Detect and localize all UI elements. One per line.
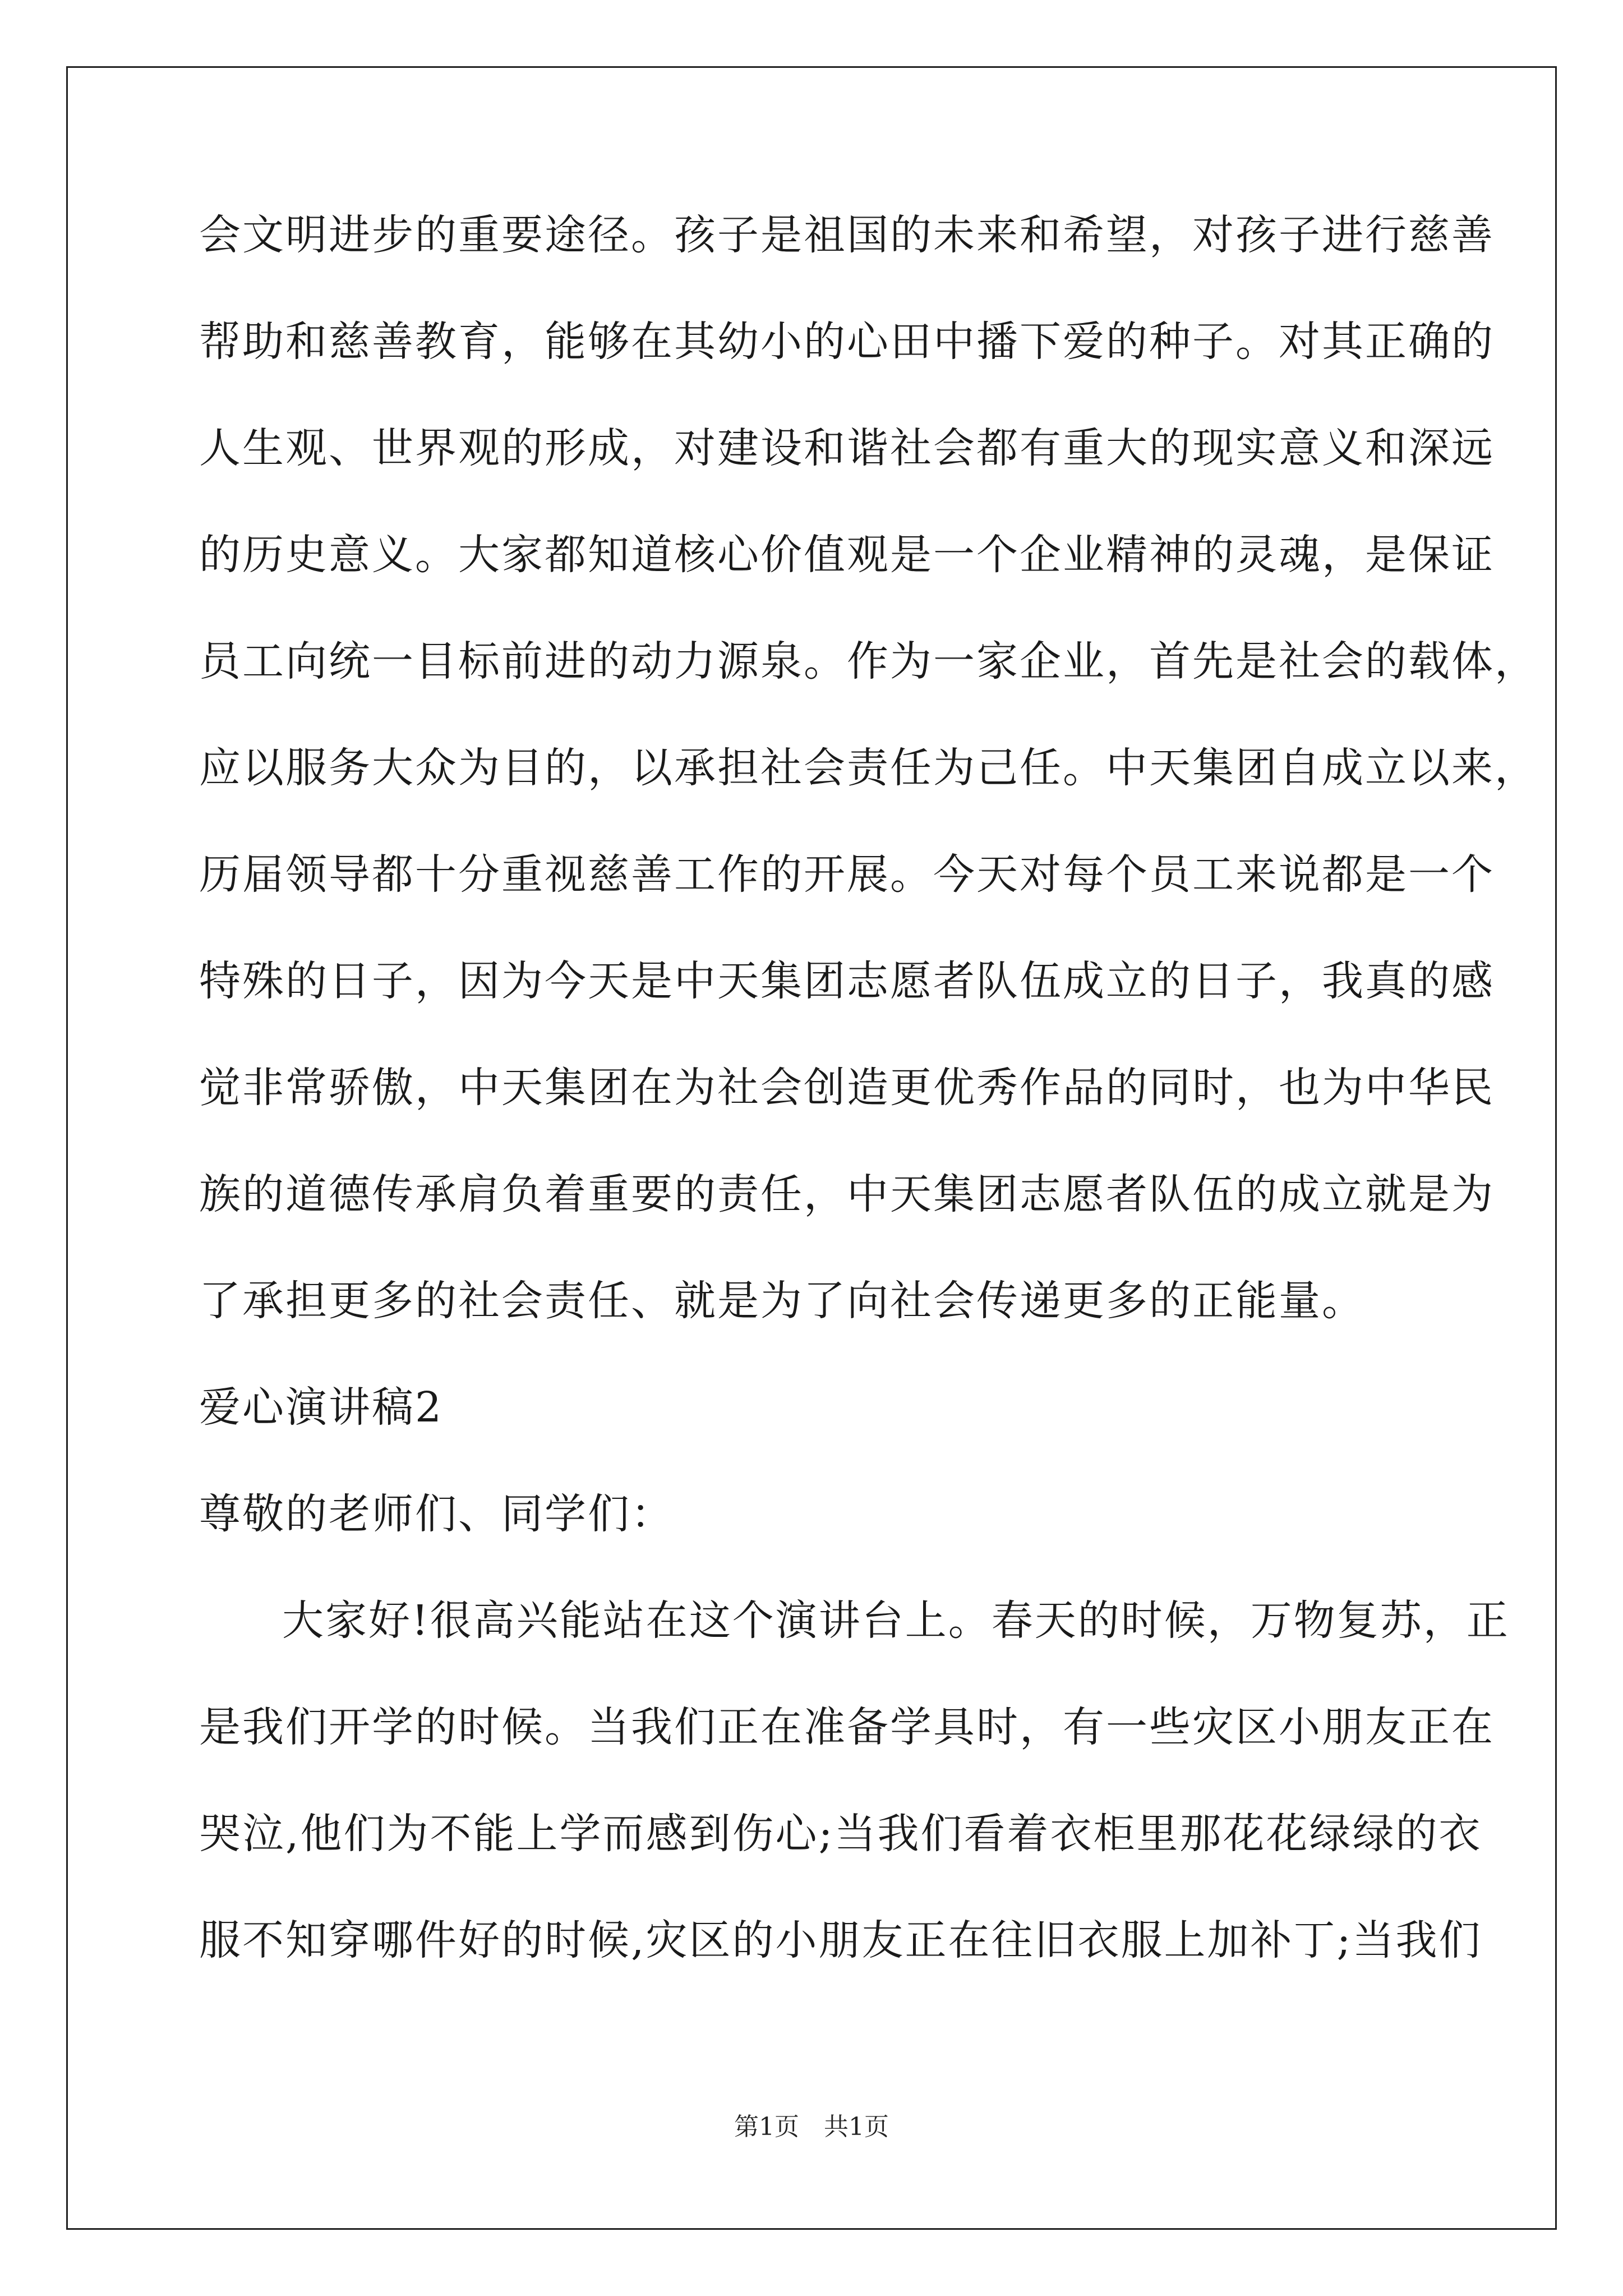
text-line: 帮助和慈善教育，能够在其幼小的心田中播下爱的种子。对其正确的 <box>199 318 1495 366</box>
text-line: 族的道德传承肩负着重要的责任，中天集团志愿者队伍的成立就是为 <box>199 1170 1495 1218</box>
text-line: 特殊的日子，因为今天是中天集团志愿者队伍成立的日子，我真的感 <box>199 957 1495 1005</box>
text-line: 应以服务大众为目的，以承担社会责任为己任。中天集团自成立以来， <box>199 744 1538 792</box>
text-line: 了承担更多的社会责任、就是为了向社会传递更多的正能量。 <box>199 1277 1365 1325</box>
section-heading: 爱心演讲稿2 <box>199 1383 444 1432</box>
text-line: 服不知穿哪件好的时候,灾区的小朋友正在往旧衣服上加补丁;当我们 <box>199 1916 1482 1964</box>
text-line: 历届领导都十分重视慈善工作的开展。今天对每个员工来说都是一个 <box>199 850 1495 899</box>
text-line: 的历史意义。大家都知道核心价值观是一个企业精神的灵魂，是保证 <box>199 531 1495 579</box>
text-line: 大家好!很高兴能站在这个演讲台上。春天的时候，万物复苏，正 <box>282 1596 1510 1645</box>
text-line: 员工向统一目标前进的动力源泉。作为一家企业，首先是社会的载体， <box>199 637 1538 685</box>
page-number: 第1页 共1页 <box>734 2113 889 2141</box>
text-line: 是我们开学的时候。当我们正在准备学具时，有一些灾区小朋友正在 <box>199 1703 1495 1751</box>
text-line: 人生观、世界观的形成，对建设和谐社会都有重大的现实意义和深远 <box>199 424 1495 472</box>
text-line: 哭泣,他们为不能上学而感到伤心;当我们看着衣柜里那花花绿绿的衣 <box>199 1810 1482 1858</box>
salutation: 尊敬的老师们、同学们： <box>199 1490 674 1538</box>
text-line: 会文明进步的重要途径。孩子是祖国的未来和希望，对孩子进行慈善 <box>199 211 1495 259</box>
text-line: 觉非常骄傲，中天集团在为社会创造更优秀作品的同时，也为中华民 <box>199 1064 1495 1112</box>
page-border <box>66 66 1557 2230</box>
